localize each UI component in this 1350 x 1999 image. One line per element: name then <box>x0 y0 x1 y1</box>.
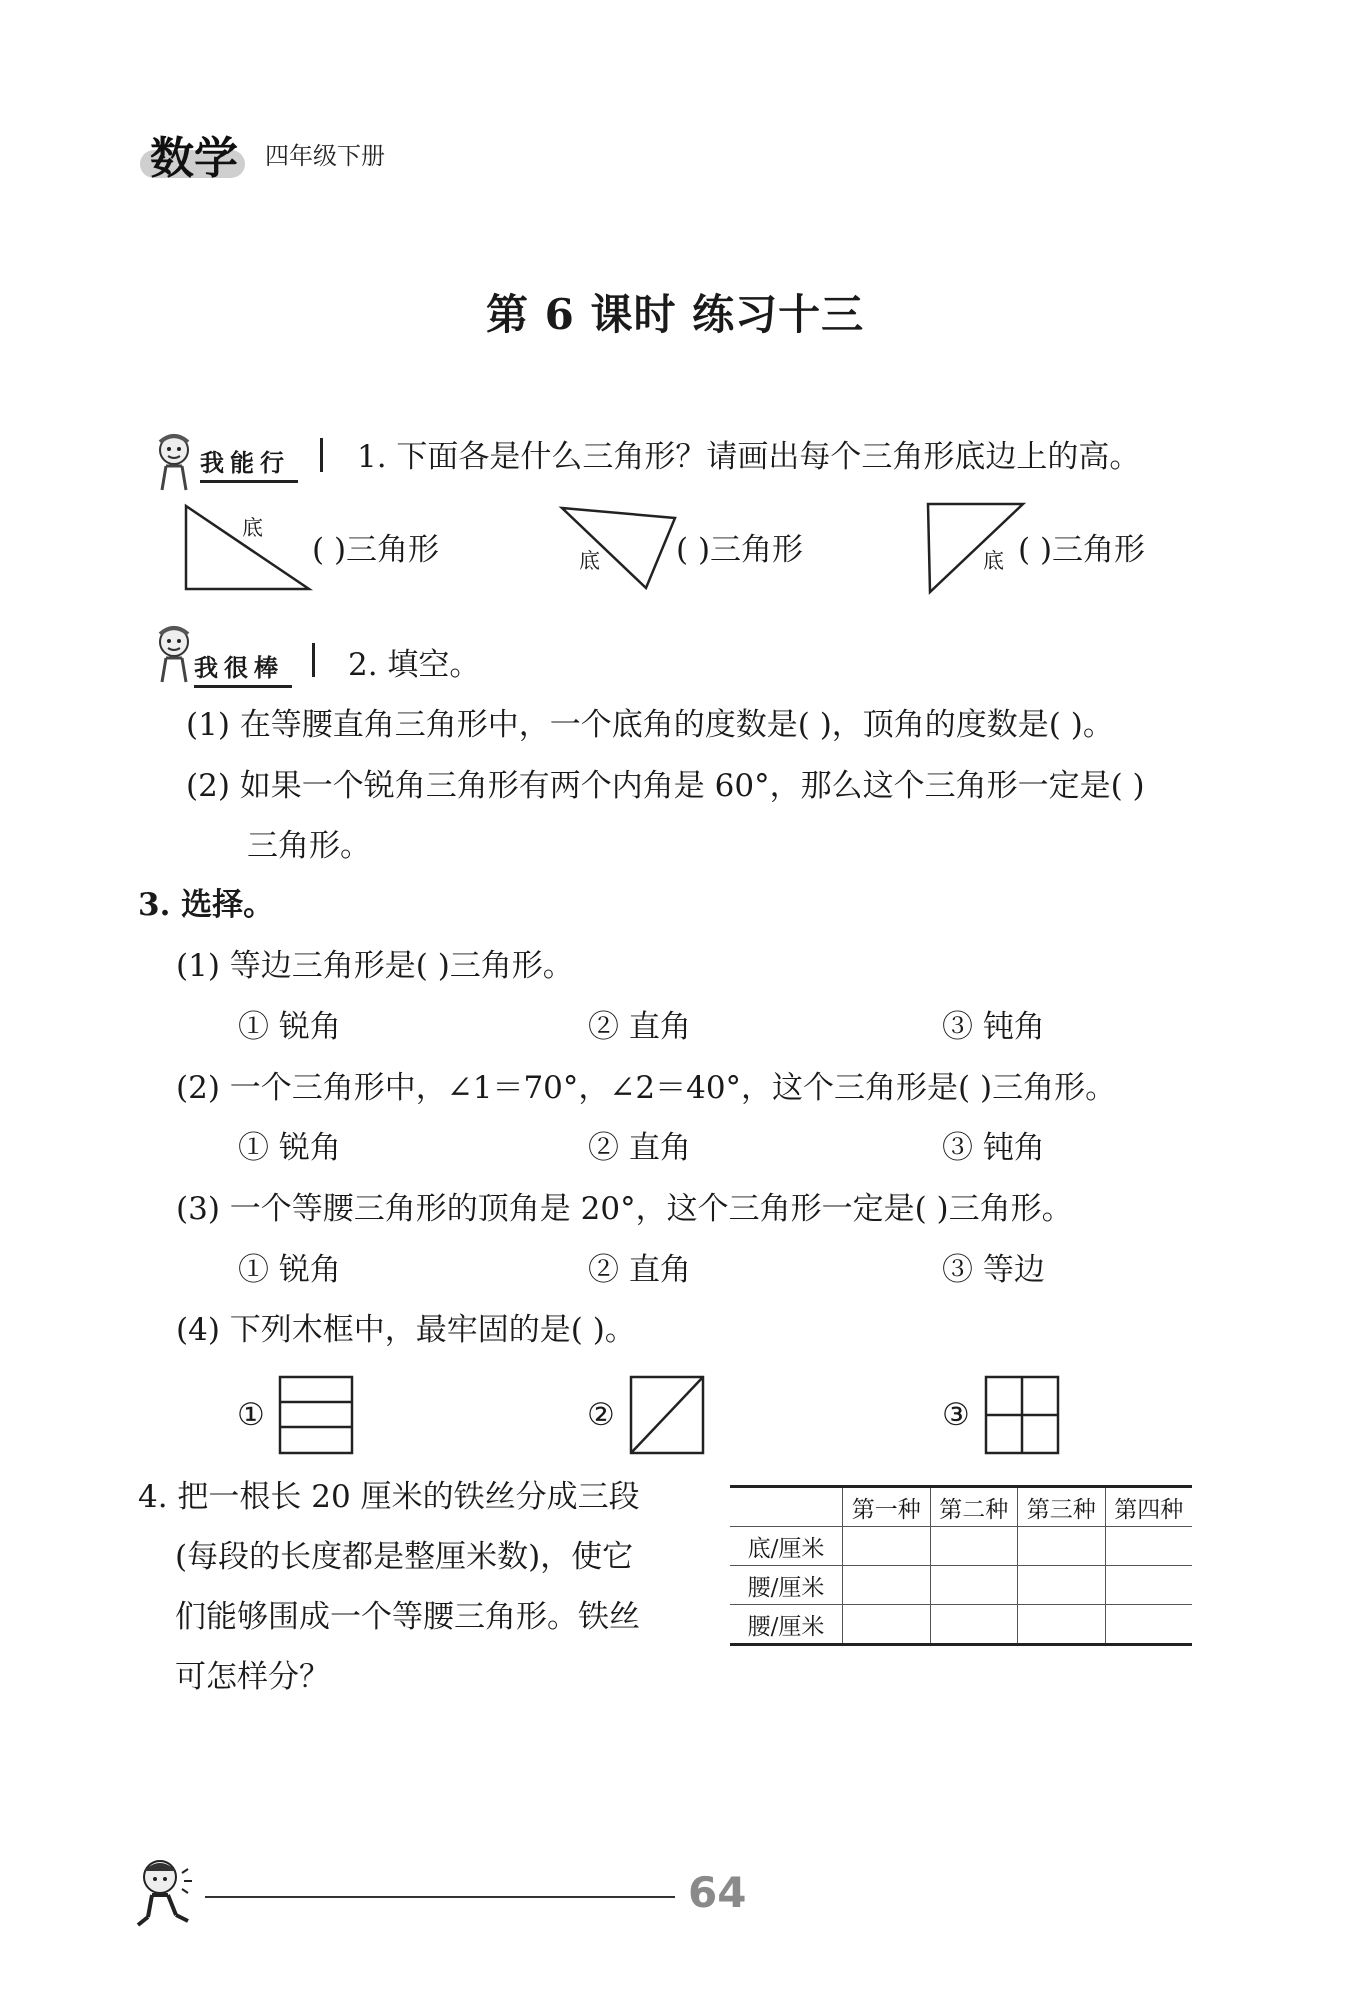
badge-divider <box>312 643 315 677</box>
frame-diagonal-figure <box>629 1375 705 1455</box>
q2-text: 2. 填空。 <box>348 647 481 683</box>
obtuse-triangle-figure <box>556 500 681 595</box>
table-row-label: 底/厘米 <box>730 1527 843 1566</box>
q3-sub2-opt2: ② 直角 <box>588 1130 691 1166</box>
girl-mascot-icon <box>150 624 200 686</box>
page-number: 64 <box>688 1868 747 1917</box>
frame-option-2-label: ② <box>587 1397 615 1433</box>
table-row-label: 腰/厘米 <box>730 1605 843 1645</box>
q3-sub2-opt3: ③ 钝角 <box>942 1130 1045 1166</box>
table-header-cell <box>730 1487 843 1527</box>
q4-line-1: 4. 把一根长 20 厘米的铁丝分成三段 <box>138 1479 640 1515</box>
table-row-label: 腰/厘米 <box>730 1566 843 1605</box>
q3-sub1: (1) 等边三角形是( )三角形。 <box>176 948 574 984</box>
table-cell[interactable] <box>843 1566 931 1605</box>
table-cell[interactable] <box>930 1605 1018 1645</box>
acute-triangle-figure <box>920 496 1030 598</box>
q3-sub2: (2) 一个三角形中，∠1＝70°，∠2＝40°，这个三角形是( )三角形。 <box>176 1070 1117 1106</box>
table-cell[interactable] <box>930 1566 1018 1605</box>
badge-wo-neng-xing: 我能行 <box>200 443 298 483</box>
header-subject: 数学 <box>150 133 238 184</box>
q3-sub1-opt1: ① 锐角 <box>238 1009 341 1045</box>
badge-divider <box>320 438 323 472</box>
frame-option-1-label: ① <box>237 1397 265 1433</box>
table-cell[interactable] <box>1105 1605 1192 1645</box>
table-header-cell: 第一种 <box>843 1487 931 1527</box>
header-grade: 四年级下册 <box>265 142 385 170</box>
table-header-cell: 第三种 <box>1018 1487 1106 1527</box>
q3-sub2-opt1: ① 锐角 <box>238 1130 341 1166</box>
q3-sub3-opt3: ③ 等边 <box>942 1252 1045 1288</box>
q4-line-3: 们能够围成一个等腰三角形。铁丝 <box>175 1599 640 1635</box>
table-cell[interactable] <box>1018 1527 1106 1566</box>
q1-blank-3: ( )三角形 <box>1018 532 1146 568</box>
q4-line-4: 可怎样分？ <box>175 1659 330 1695</box>
q4-line-2: (每段的长度都是整厘米数)，使它 <box>175 1539 634 1575</box>
frame-option-3-label: ③ <box>942 1397 970 1433</box>
q3-sub3-opt2: ② 直角 <box>588 1252 691 1288</box>
table-row <box>730 1605 1192 1645</box>
q3-sub1-opt2: ② 直角 <box>588 1009 691 1045</box>
q2-sub2a: (2) 如果一个锐角三角形有两个内角是 60°，那么这个三角形一定是( ) <box>186 768 1145 804</box>
page-title: 第 6 课时 练习十三 <box>486 290 865 339</box>
base-label-3: 底 <box>983 549 1004 573</box>
wire-division-table <box>730 1485 1192 1646</box>
q3-sub3: (3) 一个等腰三角形的顶角是 20°，这个三角形一定是( )三角形。 <box>176 1191 1073 1227</box>
footer-rule <box>205 1896 675 1898</box>
table-row <box>730 1566 1192 1605</box>
frame-cross-figure <box>984 1375 1060 1455</box>
badge-wo-hen-bang: 我很棒 <box>194 648 292 688</box>
base-label-2: 底 <box>579 549 600 573</box>
girl-mascot-icon <box>150 432 200 494</box>
q2-sub2b: 三角形。 <box>247 828 371 864</box>
table-cell[interactable] <box>843 1605 931 1645</box>
table-cell[interactable] <box>930 1527 1018 1566</box>
q3-sub1-opt3: ③ 钝角 <box>942 1009 1045 1045</box>
q2-sub1: (1) 在等腰直角三角形中，一个底角的度数是( )，顶角的度数是( )。 <box>186 707 1114 743</box>
running-boy-mascot-icon <box>130 1855 200 1935</box>
table-cell[interactable] <box>843 1527 931 1566</box>
q3-sub3-opt1: ① 锐角 <box>238 1252 341 1288</box>
table-cell[interactable] <box>1105 1527 1192 1566</box>
table-header-row <box>730 1487 1192 1527</box>
q1-text: 1. 下面各是什么三角形？请画出每个三角形底边上的高。 <box>357 439 1141 475</box>
table-cell[interactable] <box>1018 1605 1106 1645</box>
table-header-cell: 第四种 <box>1105 1487 1192 1527</box>
q1-blank-1: ( )三角形 <box>312 532 440 568</box>
table-row <box>730 1527 1192 1566</box>
q3-text: 3. 选择。 <box>138 887 275 923</box>
base-label-1: 底 <box>242 516 263 540</box>
q1-blank-2: ( )三角形 <box>676 532 804 568</box>
table-cell[interactable] <box>1018 1566 1106 1605</box>
table-header-cell: 第二种 <box>930 1487 1018 1527</box>
q3-sub4: (4) 下列木框中，最牢固的是( )。 <box>176 1312 636 1348</box>
table-cell[interactable] <box>1105 1566 1192 1605</box>
frame-three-rows-figure <box>278 1375 354 1455</box>
